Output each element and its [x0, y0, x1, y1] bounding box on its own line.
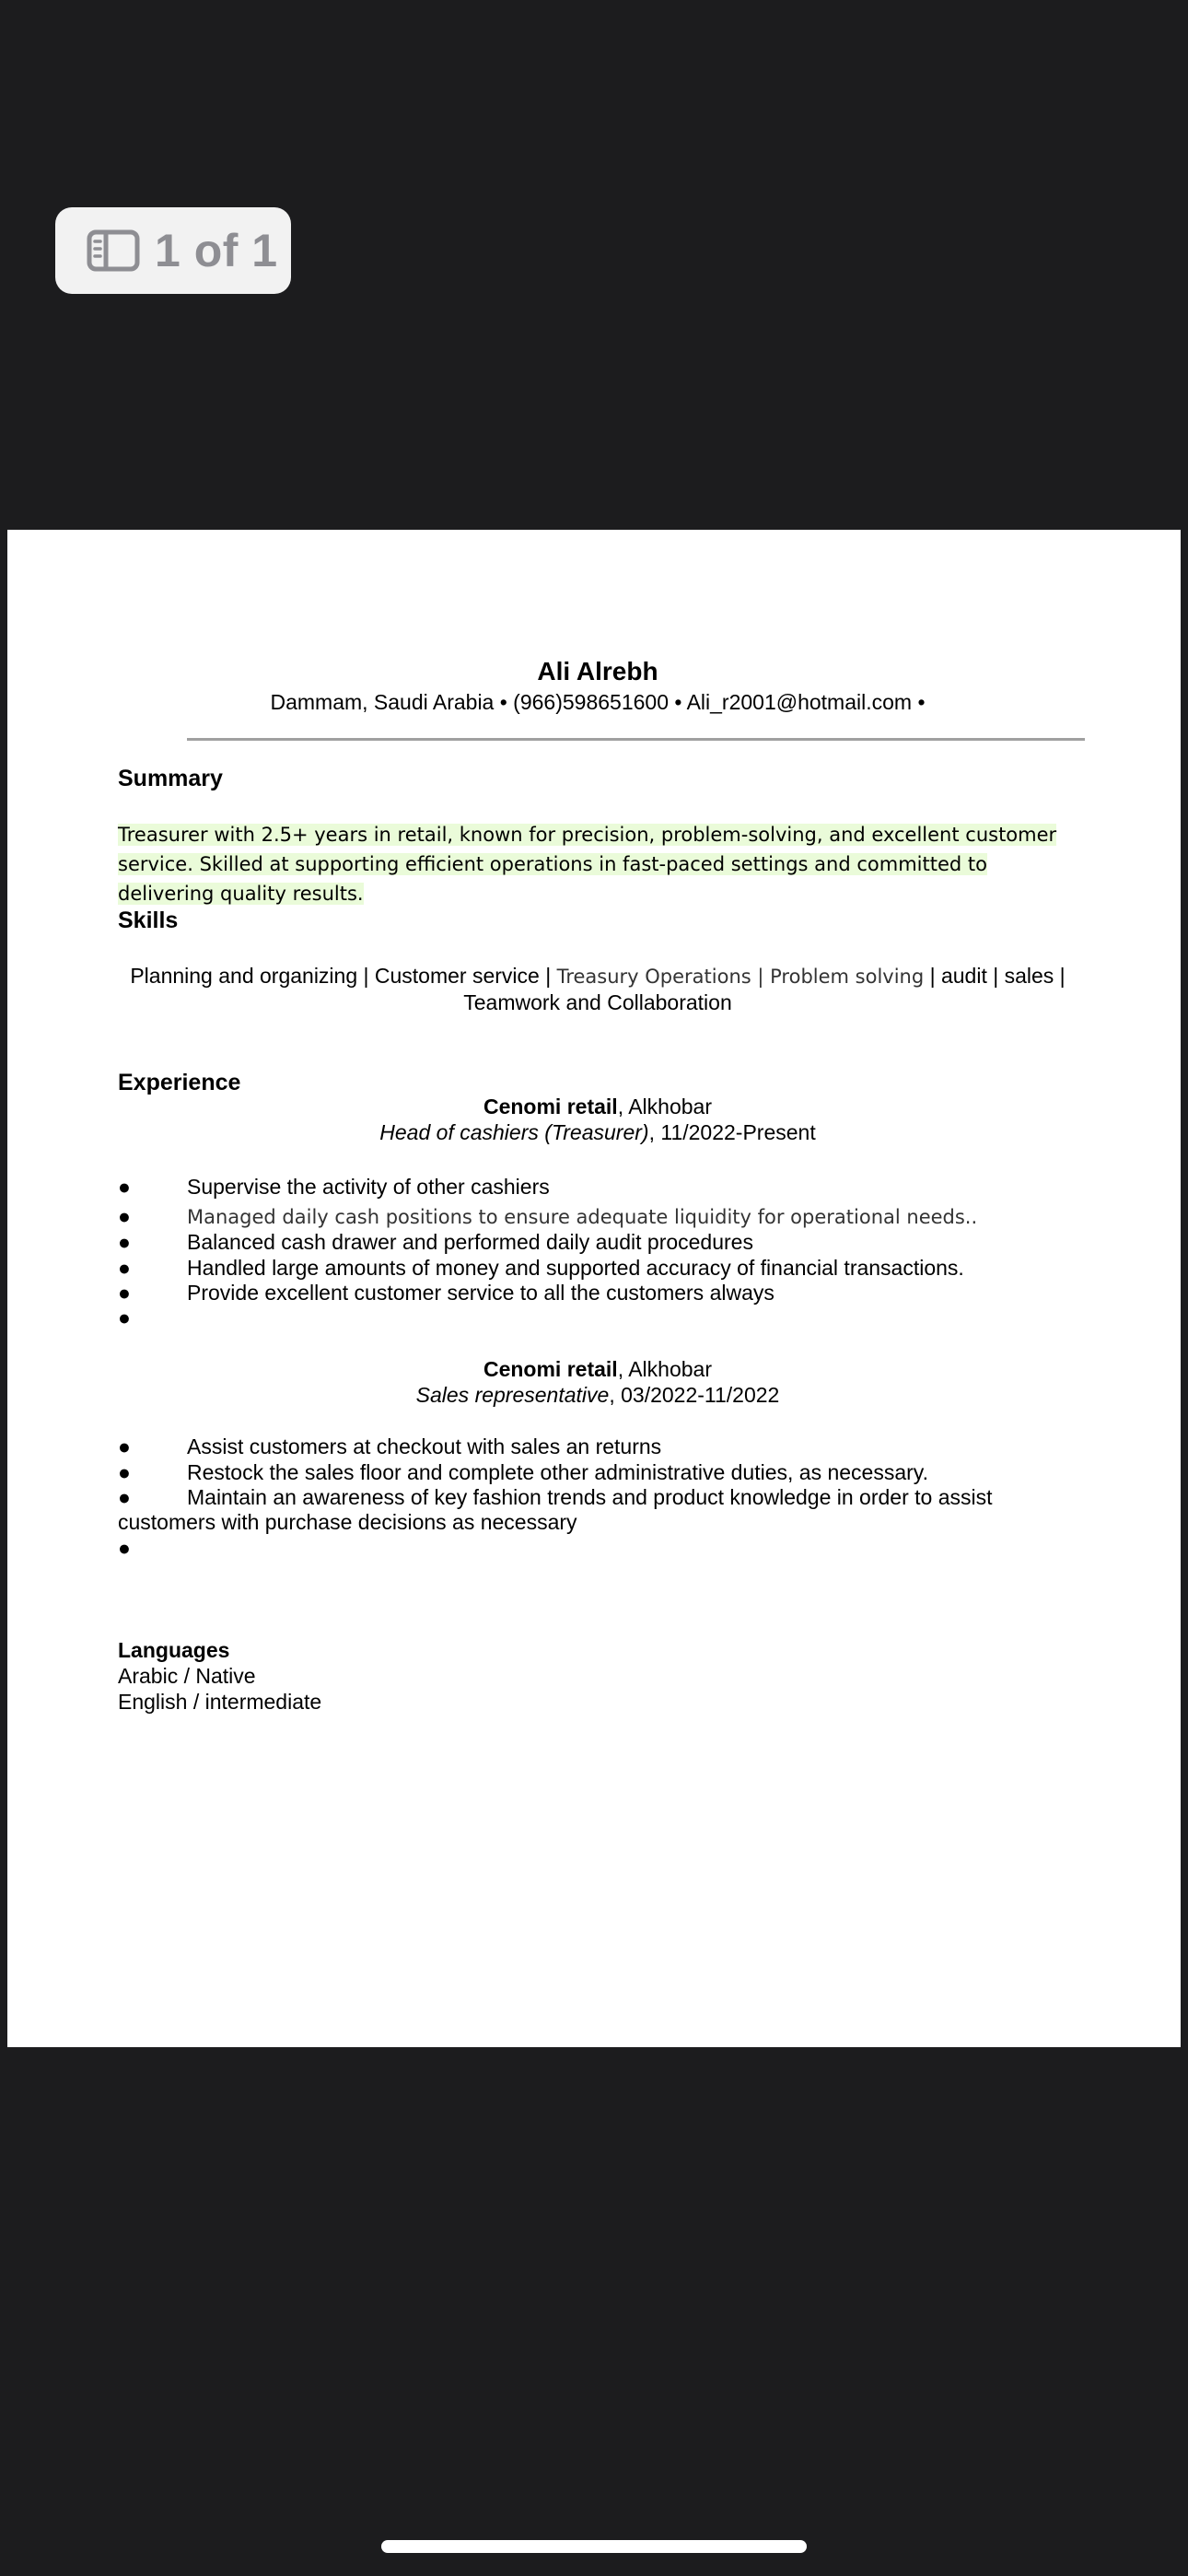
job-location: , Alkhobar [617, 1357, 712, 1381]
list-item [118, 1434, 1085, 1459]
skills-list [111, 963, 1085, 1015]
job-company: Cenomi retail [483, 1357, 618, 1381]
summary-text [118, 820, 1085, 908]
bullet-text: Managed daily cash positions to ensure adequate liquidity for operational needs.. [187, 1206, 978, 1228]
languages-heading: Languages [118, 1638, 230, 1662]
bullet-dot: ● [118, 1175, 131, 1199]
bullet-text: Maintain an awareness of key fashion trends and product knowledge in order to assist customers with purchase decisions as necessary [118, 1485, 993, 1534]
document-page [7, 530, 1181, 2047]
bullet-dot: ● [118, 1434, 131, 1458]
job-title-line [111, 1120, 1085, 1145]
language-item: English / intermediate [118, 1690, 322, 1714]
job-title-line [111, 1383, 1085, 1408]
list-item [118, 1175, 1085, 1200]
header-divider [187, 738, 1085, 741]
skills-part-3: | audit | sales | Teamwork and Collaboration [463, 964, 1066, 1014]
summary-heading: Summary [118, 766, 223, 791]
bullet-text: Supervise the activity of other cashiers [187, 1175, 550, 1199]
list-item [118, 1485, 1085, 1535]
bullet-text: Provide excellent customer service to all the customers always [187, 1281, 775, 1305]
skills-part-1: Planning and organizing | Customer service | [130, 964, 557, 988]
sidebar-icon [87, 229, 140, 272]
skills-heading: Skills [118, 907, 179, 933]
job-title: Sales representative [415, 1383, 610, 1407]
bullet-dot: ● [118, 1306, 131, 1329]
page-indicator[interactable] [55, 207, 291, 294]
job-location: , Alkhobar [617, 1095, 712, 1118]
job-company: Cenomi retail [483, 1095, 618, 1118]
bullet-dot: ● [118, 1536, 131, 1560]
job-title: Head of cashiers (Treasurer) [379, 1120, 649, 1144]
bullet-dot: ● [118, 1204, 131, 1228]
page-count: 1 of 1 [155, 225, 278, 276]
list-item [118, 1230, 1085, 1255]
summary-highlight: Treasurer with 2.5+ years in retail, known for precision, problem-solving, and excellent customer service. Skilled at supporting efficient operations in fast-paced settings and committed to delivering quality results. [118, 824, 1057, 905]
list-item [118, 1256, 1085, 1281]
bullet-dot: ● [118, 1256, 131, 1280]
list-item [118, 1306, 1085, 1330]
bullet-dot: ● [118, 1230, 131, 1254]
bullet-dot: ● [118, 1485, 131, 1509]
list-item [118, 1204, 1085, 1230]
bullet-text: Assist customers at checkout with sales an returns [187, 1434, 662, 1458]
experience-heading: Experience [118, 1070, 241, 1095]
bullet-text: Balanced cash drawer and performed daily audit procedures [187, 1230, 753, 1254]
home-indicator[interactable] [381, 2540, 807, 2553]
skills-part-2: Treasury Operations | Problem solving [556, 966, 925, 988]
bullet-text: Restock the sales floor and complete other administrative duties, as necessary. [187, 1460, 928, 1484]
job-dates: , 03/2022-11/2022 [609, 1383, 780, 1407]
bullet-dot: ● [118, 1460, 131, 1484]
list-item [118, 1460, 1085, 1485]
list-item [118, 1536, 1085, 1561]
list-item [118, 1281, 1085, 1306]
bullet-text: Handled large amounts of money and supported accuracy of financial transactions. [187, 1256, 964, 1280]
language-item: Arabic / Native [118, 1664, 256, 1688]
job-company-line [111, 1095, 1085, 1119]
contact-line: Dammam, Saudi Arabia • (966)598651600 • Ali_r2001@hotmail.com • [270, 690, 926, 714]
bullet-dot: ● [118, 1281, 131, 1305]
job-company-line [111, 1357, 1085, 1382]
candidate-name: Ali Alrebh [537, 657, 658, 685]
job-dates: , 11/2022-Present [648, 1120, 816, 1144]
